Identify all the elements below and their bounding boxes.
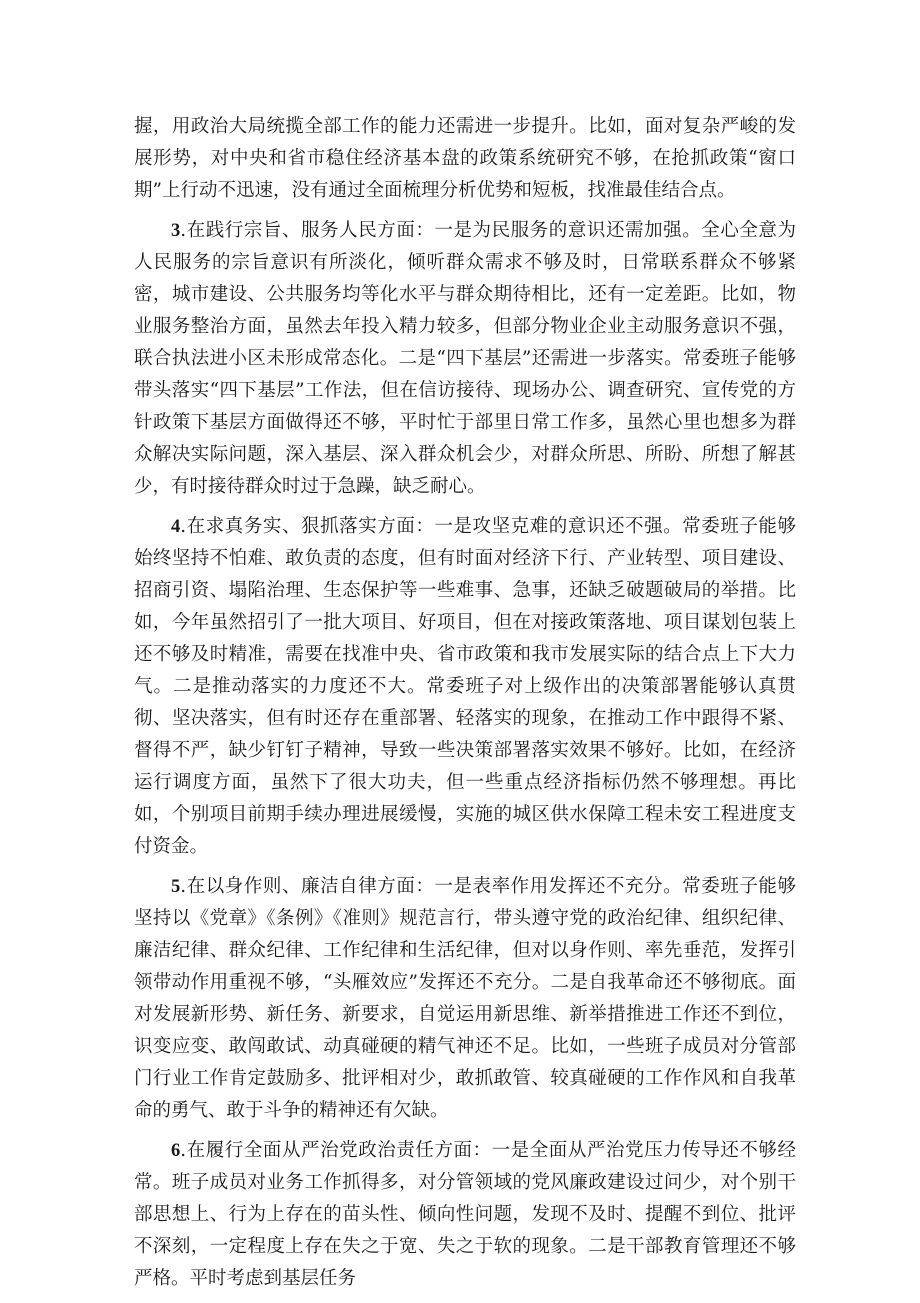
paragraph-continuation	[134, 111, 796, 207]
paragraph-number: 4	[171, 517, 181, 537]
paragraph-number: 5	[171, 877, 181, 897]
paragraph-text: 握，用政治大局统揽全部工作的能力还需进一步提升。比如，面对复杂严峻的发展形势，对中央和省市稳住经济基本盘的政策系统研究不够，在抢抓政策“窗口期”上行动不迅速，没有通过全面梳理分析优势和短板，找准最佳结合点。	[134, 116, 796, 201]
paragraph-item-6	[134, 1135, 796, 1295]
paragraph-item-3	[134, 215, 796, 503]
paragraph-number: 3	[171, 221, 181, 241]
paragraph-text: .在求真务实、狠抓落实方面：一是攻坚克难的意识还不强。常委班子能够始终坚持不怕难、敢负责的态度，但有时面对经济下行、产业转型、项目建设、招商引资、塌陷治理、生态保护等一些难事、急事，还缺乏破题破局的举措。比如，今年虽然招引了一批大项目、好项目，但在对接政策落地、项目谋划包装上还不够及时精准，需要在找准中央、省市政策和我市发展实际的结合点上下大力气。二是推动落实的力度还不大。常委班子对上级作出的决策部署能够认真贯彻、坚决落实，但有时还存在重部署、轻落实的现象，在推动工作中跟得不紧、督得不严，缺少钉钉子精神，导致一些决策部署落实效果不够好。比如，在经济运行调度方面，虽然下了很大功夫，但一些重点经济指标仍然不够理想。再比如，个别项目前期手续办理进展缓慢，实施的城区供水保障工程未安工程进度支付资金。	[134, 516, 796, 857]
paragraph-number: 6	[171, 1141, 181, 1161]
paragraph-text: .在践行宗旨、服务人民方面：一是为民服务的意识还需加强。全心全意为人民服务的宗旨意识有所淡化，倾听群众需求不够及时，日常联系群众不够紧密，城市建设、公共服务均等化水平与群众期待相比，还有一定差距。比如，物业服务整治方面，虽然去年投入精力较多，但部分物业企业主动服务意识不强，联合执法进小区未形成常态化。二是“四下基层”还需进一步落实。常委班子能够带头落实“四下基层”工作法，但在信访接待、现场办公、调查研究、宣传党的方针政策下基层方面做得还不够，平时忙于部里日常工作多，虽然心里也想多为群众解决实际问题，深入基层、深入群众机会少，对群众所思、所盼、所想了解甚少，有时接待群众时过于急躁，缺乏耐心。	[134, 220, 796, 497]
paragraph-item-4	[134, 511, 796, 863]
paragraph-text: .在履行全面从严治党政治责任方面：一是全面从严治党压力传导还不够经常。班子成员对业务工作抓得多，对分管领域的党风廉政建设过问少，对个别干部思想上、行为上存在的苗头性、倾向性问题，发现不及时、提醒不到位、批评不深刻，一定程度上存在失之于宽、失之于软的现象。二是干部教育管理还不够严格。平时考虑到基层任务	[134, 1140, 796, 1289]
paragraph-text: .在以身作则、廉洁自律方面：一是表率作用发挥还不充分。常委班子能够坚持以《党章》《条例》《准则》规范言行，带头遵守党的政治纪律、组织纪律、廉洁纪律、群众纪律、工作纪律和生活纪律，但对以身作则、率先垂范，发挥引领带动作用重视不够，“头雁效应”发挥还不充分。二是自我革命还不够彻底。面对发展新形势、新任务、新要求，自觉运用新思维、新举措推进工作还不到位，识变应变、敢闯敢试、动真碰硬的精气神还不足。比如，一些班子成员对分管部门行业工作肯定鼓励多、批评相对少，敢抓敢管、较真碰硬的工作作风和自我革命的勇气、敢于斗争的精神还有欠缺。	[134, 876, 796, 1121]
document-body	[134, 111, 796, 1303]
paragraph-item-5	[134, 871, 796, 1127]
